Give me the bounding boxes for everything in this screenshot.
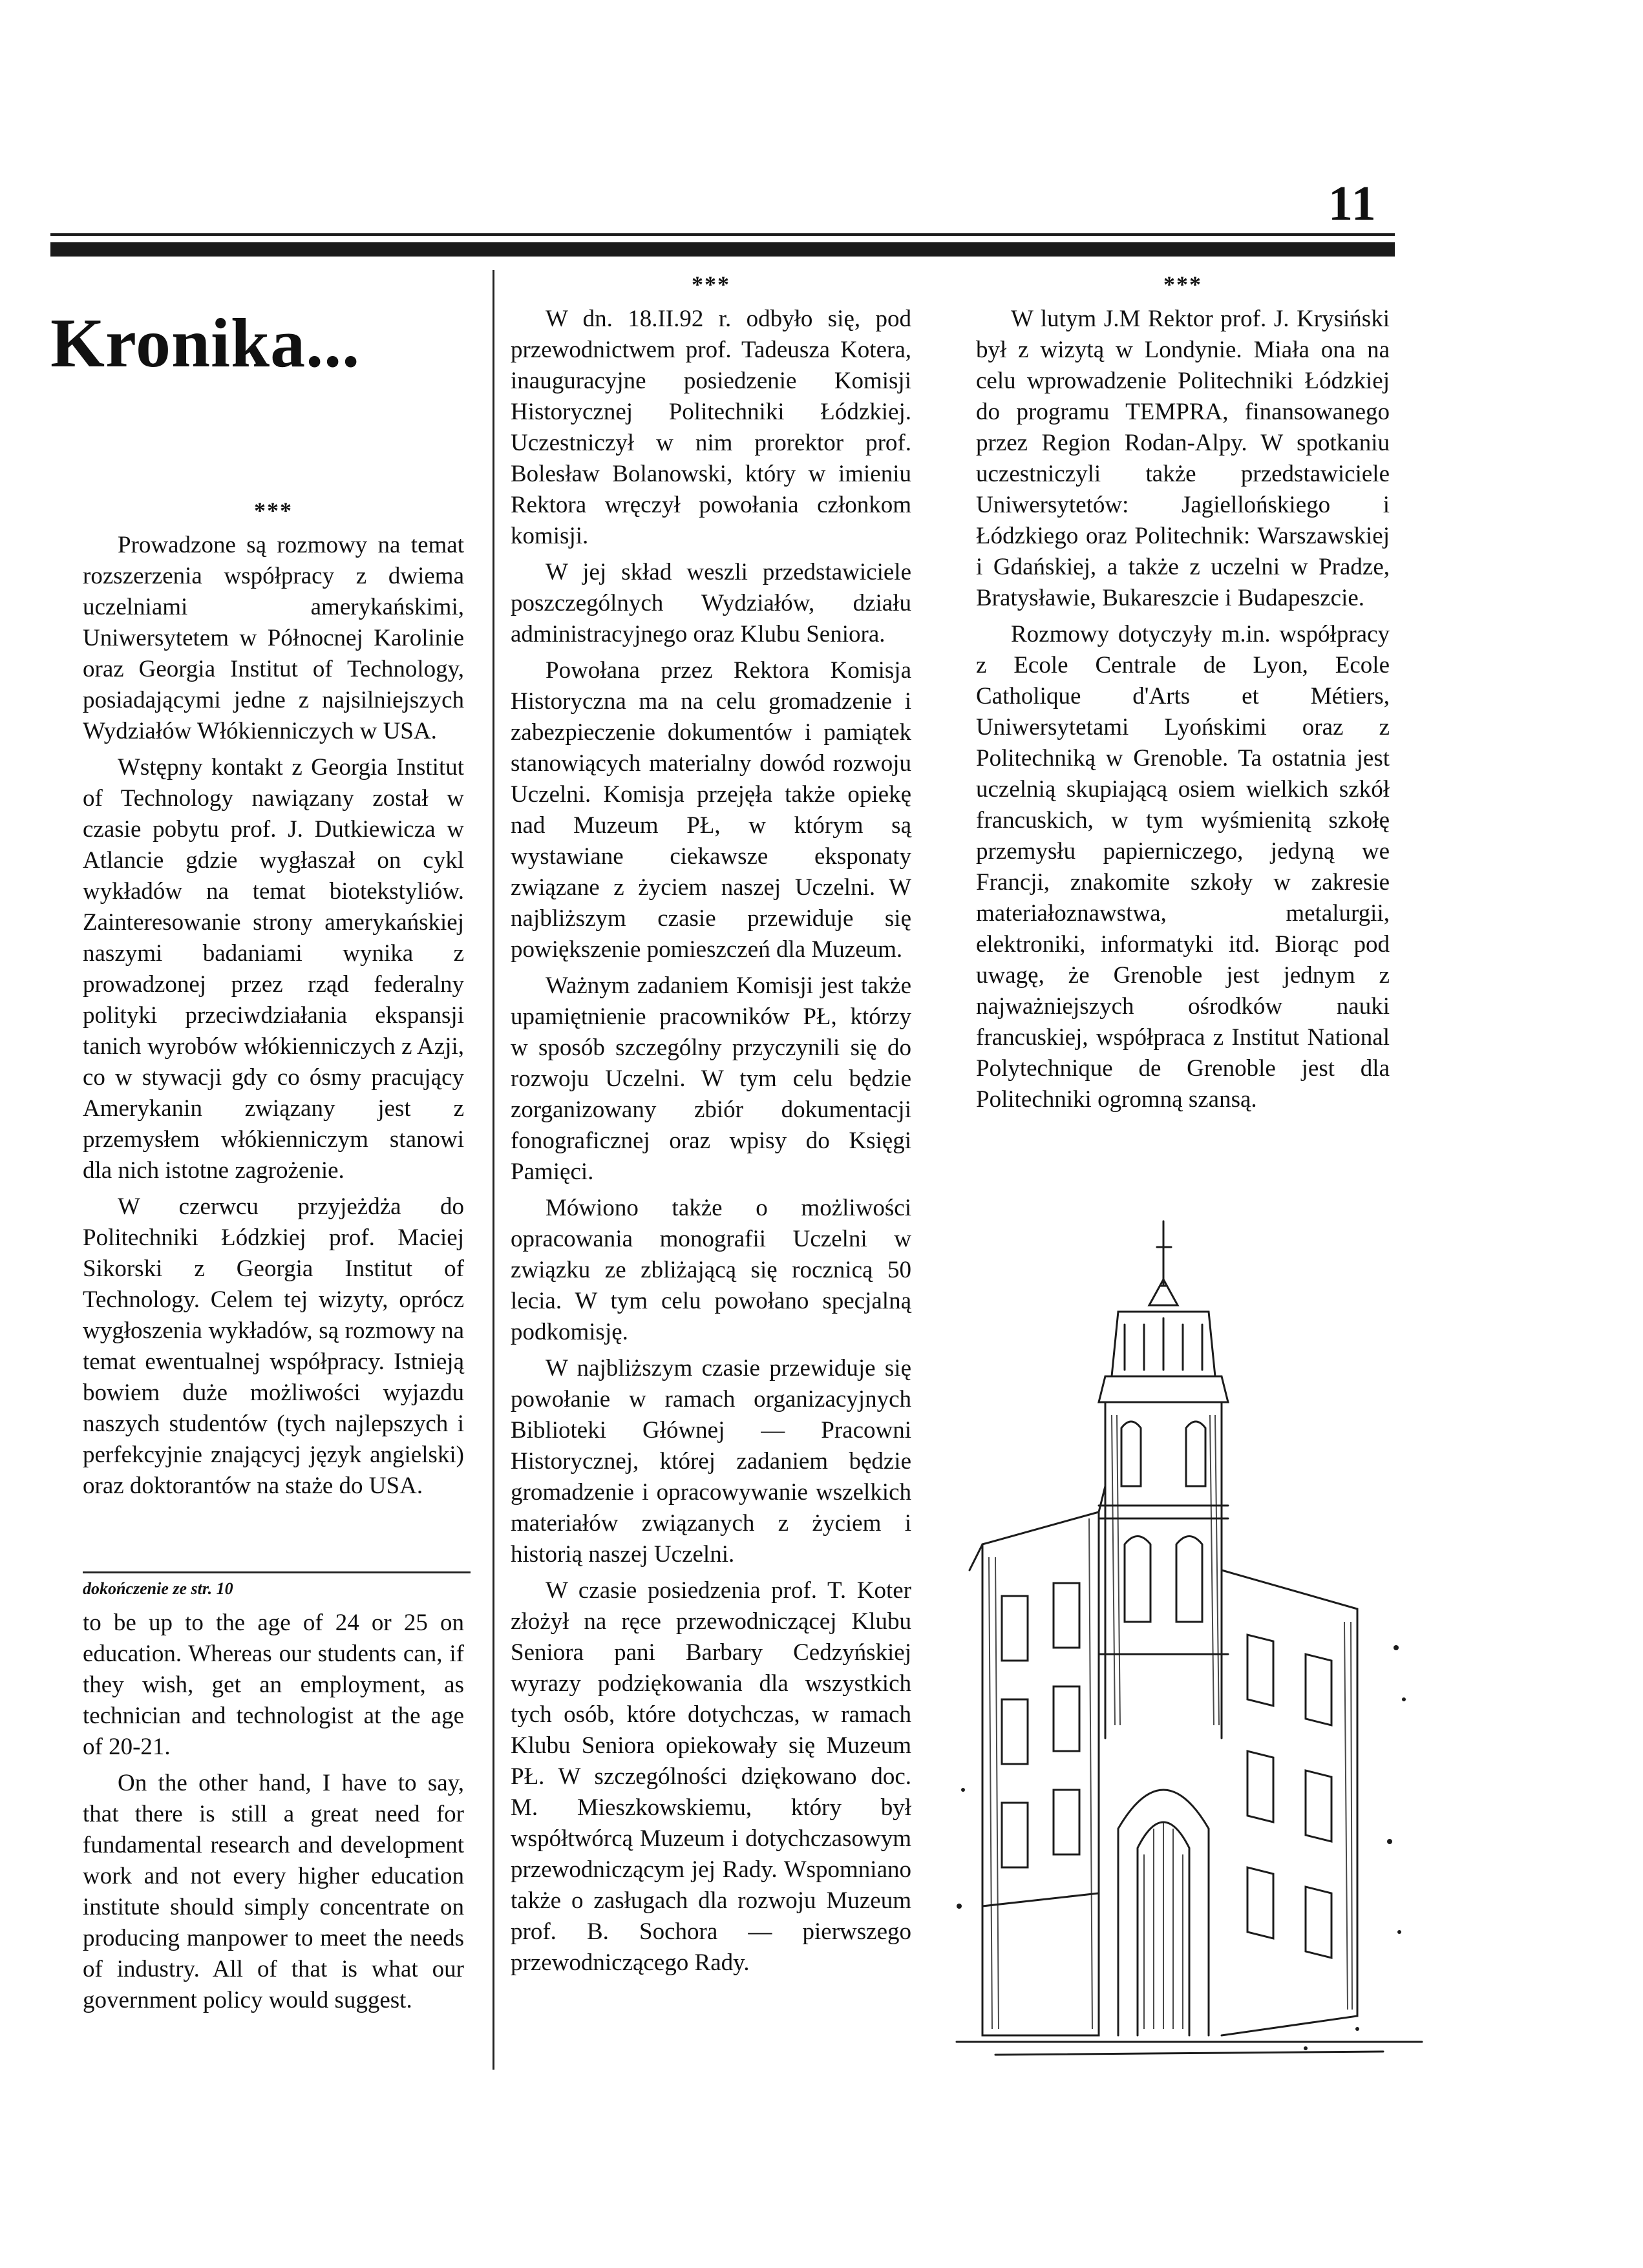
paragraph: W dn. 18.II.92 r. odbyło się, pod przewodnictwem prof. Tadeusza Kotera, inauguracyjne posiedzenie Komisji Historycznej Politechniki Łódzkiej. Uczestniczył w nim prorektor prof. Bolesław Bolanowski, który w imieniu Rektora wręczył powołania członkom komisji. [511,306,911,549]
paragraph: Rozmowy dotyczyły m.in. współpracy z Ecole Centrale de Lyon, Ecole Catholique d'Arts et Métiers, Uniwersytetami Lyońskimi oraz z Politechniką w Grenoble. Ta ostatnia jest uczelnią skupiającą osiem wielkich szkół francuskich, w tym wyśmienitą szkołę przemysłu papierniczego, jedyną we Francji, znakomite szkoły w zakresie materiałoznawstwa, metalurgii, elektroniki, informatyki itd. Biorąc pod uwagę, że Grenoble jest jednym z najważniejszych ośrodków nauki francuskiej, współpraca z Institut National Polytechnique de Grenoble jest dla Politechniki ogromną szansą. [976,621,1390,1113]
paragraph: W najbliższym czasie przewiduje się powołanie w ramach organizacyjnych Biblioteki Głównej — Pracowni Historycznej, której zadaniem będzie gromadzenie i opracowywanie wszelkich materiałów związanych z życiem i historią naszej Uczelni. [511,1355,911,1568]
column-1 [83,498,464,1507]
paragraph: W czasie posiedzenia prof. T. Koter złożył na ręce przewodniczącej Klubu Seniora pani Barbary Cedzyńskiej wyrazy podziękowania dla wszystkich tych osób, które dotychczas, w ramach Klubu Seniora opiekowały się Muzeum PŁ. W szczególności dziękowano doc. M. Mieszkowskiemu, który był współtwórcą Muzeum i dotychczasowym przewodniczącym jej Rady. Wspomniano także o zasługach dla rozwoju Muzeum prof. B. Sochora — pierwszego przewodniczącego Rady. [511,1577,911,1976]
continuation-column [83,1608,464,2021]
section-separator: *** [692,271,730,297]
paragraph: Prowadzone są rozmowy na temat rozszerzenia współpracy z dwiema uczelniami amerykańskimi, Uniwersytetem w Północnej Karolinie oraz Georgia Institut of Technology, posiadającymi jedne z najsilniejszych Wydziałów Włókienniczych w USA. [83,532,464,744]
section-separator: *** [254,498,293,523]
column-2 [511,271,911,1984]
header-rule-thin [50,233,1395,236]
page-title: Kronika... [50,305,361,382]
page-number: 11 [1328,176,1377,231]
paragraph: Ważnym zadaniem Komisji jest także upamiętnienie pracowników PŁ, którzy w sposób szczególny przyczynili się do rozwoju Uczelni. W tym celu będzie zorganizowany zbiór dokumentacji fonograficznej oraz wpisy do Księgi Pamięci. [511,972,911,1185]
column-3 [976,271,1390,1120]
paragraph: Mówiono także o możliwości opracowania monografii Uczelni w związku ze zbliżającą się rocznicą 50 lecia. W tym celu powołano specjalną podkomisję. [511,1195,911,1345]
paragraph: On the other hand, I have to say, that there is still a great need for fundamental research and development work and not every higher education institute should simply concentrate on producing manpower to meet the needs of industry. All of that is what our government policy would suggest. [83,1770,464,2013]
section-separator: *** [1163,271,1202,297]
paragraph: to be up to the age of 24 or 25 on education. Whereas our students can, if they wish, get an employment, as technician and technologist at the age of 20-21. [83,1610,464,1760]
continuation-label: dokończenie ze str. 10 [83,1579,233,1598]
paragraph: W czerwcu przyjeżdża do Politechniki Łódzkiej prof. Maciej Sikorski z Georgia Institut of Technology. Celem tej wizyty, oprócz wygłoszenia wykładów, są rozmowy na temat ewentualnej współpracy. Istnieją bowiem duże możliwości wyjazdu naszych studentów (tych najlepszych i perfekcyjnie znającycj język angielski) oraz doktorantów na staże do USA. [83,1193,464,1499]
paragraph: W lutym J.M Rektor prof. J. Krysiński był z wizytą w Londynie. Miała ona na celu wprowadzenie Politechniki Łódzkiej do programu TEMPRA, finansowanego przez Region Rodan-Alpy. W spotkaniu uczestniczyli także przedstawiciele Uniwersytetów: Jagiellońskiego i Łódzkiego oraz Politechnik: Warszawskiej i Gdańskiej, a także z uczelni w Pradze, Bratysławie, Bukareszcie i Budapeszcie. [976,306,1390,611]
paragraph: Wstępny kontakt z Georgia Institut of Technology nawiązany został w czasie pobytu prof. J. Dutkiewicza w Atlancie gdzie wygłaszał on cykl wykładów na temat biotekstyliów. Zainteresowanie strony amerykańskiej naszymi badaniami wynika z prowadzonej przez rząd federalny polityki przeciwdziałania ekspansji tanich wyrobów włókienniczych z Azji, co w stywacji gdy co ósmy pracujący Amerykanin związany jest z przemysłem włókienniczym stanowi dla nich istotne zagrożenie. [83,754,464,1184]
paragraph: W jej skład weszli przedstawiciele poszczególnych Wydziałów, działu administracyjnego oraz Klubu Seniora. [511,559,911,647]
column-divider [493,270,494,2070]
paragraph: Powołana przez Rektora Komisja Historyczna ma na celu gromadzenie i zabezpieczenie dokumentów i pamiątek stanowiących materialny dowód rozwoju Uczelni. Komisja przejęła także opiekę nad Muzeum PŁ, w którym są wystawiane ciekawsze eksponaty związane z życiem naszej Uczelni. W najbliższym czasie przewiduje się powiększenie pomieszczeń dla Muzeum. [511,657,911,963]
tower-sketch-illustration [944,1208,1435,2068]
header-rule-thick [50,242,1395,257]
continuation-rule [83,1571,471,1573]
